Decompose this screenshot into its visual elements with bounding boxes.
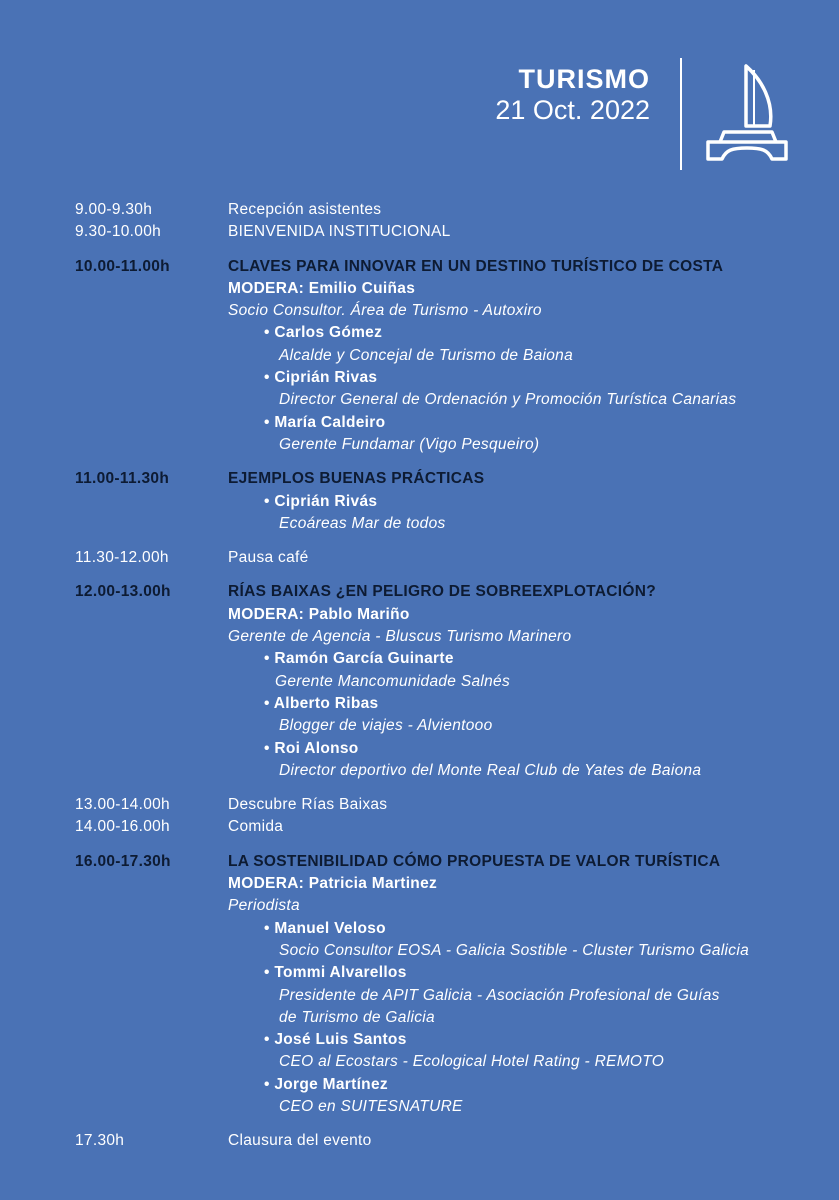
time-slot: 13.00-14.00h [75,796,170,814]
speaker-role: CEO al Ecostars - Ecological Hotel Rating - REMOTO [279,1053,665,1071]
time-slot: 12.00-13.00h [75,583,171,601]
speaker-role: CEO en SUITESNATURE [279,1097,463,1115]
time-slot: 11.00-11.30h [75,470,170,488]
time-slot: 11.30-12.00h [75,549,169,567]
agenda-row [75,256,835,278]
speaker-name: • María Caldeiro [264,413,386,431]
time-slot: 17.30h [75,1132,125,1150]
session-title: CLAVES PARA INNOVAR EN UN DESTINO TURÍSTICO DE COSTA [228,257,724,275]
session-text: Pausa café [228,549,309,567]
session-text: Descubre Rías Baixas [228,796,388,814]
speaker-name: • Ciprián Rivás [264,492,378,510]
session-title: EJEMPLOS BUENAS PRÁCTICAS [228,470,485,488]
agenda-row [75,581,835,603]
speaker-role: Socio Consultor EOSA - Galicia Sostible - Cluster Turismo Galicia [279,941,750,959]
agenda-row [75,468,835,490]
speaker-name: • Jorge Martínez [264,1075,388,1093]
speaker-role: de Turismo de Galicia [279,1008,435,1026]
speaker-name: • Tommi Alvarellos [264,964,407,982]
speaker-name: • José Luis Santos [264,1031,407,1049]
session-text: BIENVENIDA INSTITUCIONAL [228,223,451,241]
speaker-role: Director deportivo del Monte Real Club de Yates de Baiona [279,761,702,779]
session-text: Recepción asistentes [228,201,382,218]
session-text: Comida [228,818,284,836]
speaker-name: • Alberto Ribas [264,694,379,712]
speaker-role: Director General de Ordenación y Promoción Turística Canarias [279,391,737,409]
speaker-name: • Manuel Veloso [264,919,386,937]
speaker-role: Gerente Fundamar (Vigo Pesqueiro) [279,435,540,453]
moderator-role: Gerente de Agencia - Bluscus Turismo Marinero [228,628,572,646]
header-title-block [495,66,650,124]
speaker-role: Gerente Mancomunidade Salnés [275,672,511,690]
agenda-row [75,1130,835,1152]
agenda-row [75,851,835,873]
speaker-role: Presidente de APIT Galicia - Asociación Profesional de Guías [279,986,720,1004]
time-slot: 10.00-11.00h [75,257,170,275]
time-slot: 9.30-10.00h [75,223,162,241]
agenda-row [75,794,835,816]
speaker-role: Ecoáreas Mar de todos [279,514,446,532]
moderator-role: Periodista [228,897,300,915]
time-slot: 14.00-16.00h [75,818,170,836]
moderator: MODERA: Patricia Martinez [228,875,438,893]
sailboat-icon [702,62,792,172]
speaker-name: • Ciprián Rivas [264,369,378,387]
speaker-role: Alcalde y Concejal de Turismo de Baiona [279,346,574,364]
header-divider [680,58,682,170]
time-slot: 9.00-9.30h [75,201,153,218]
moderator: MODERA: Pablo Mariño [228,605,410,623]
speaker-name: • Ramón García Guinarte [264,650,454,668]
moderator-role: Socio Consultor. Área de Turismo - Autoxiro [228,302,542,320]
agenda [75,199,835,1153]
page-title: TURISMO [518,64,650,94]
session-title: RÍAS BAIXAS ¿EN PELIGRO DE SOBREEXPLOTACIÓN? [228,583,657,601]
agenda-row [75,221,835,243]
speaker-role: Blogger de viajes - Alvientooo [279,717,493,735]
agenda-row [75,816,835,838]
agenda-row [75,199,835,221]
speaker-name: • Carlos Gómez [264,324,383,342]
session-text: Clausura del evento [228,1132,372,1150]
time-slot: 16.00-17.30h [75,852,171,870]
session-title: LA SOSTENIBILIDAD CÓMO PROPUESTA DE VALOR TURÍSTICA [228,852,721,870]
agenda-row [75,547,835,569]
event-date: 21 Oct. 2022 [495,95,650,125]
speaker-name: • Roi Alonso [264,739,359,757]
moderator: MODERA: Emilio Cuiñas [228,279,416,297]
